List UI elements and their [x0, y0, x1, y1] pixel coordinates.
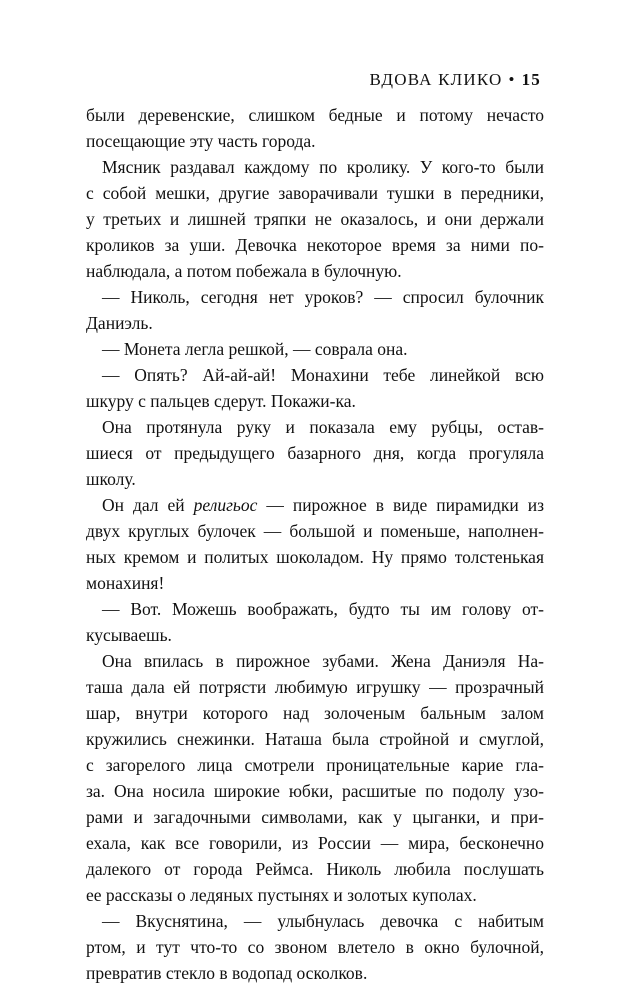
text-line: Она протянула руку и показала ему рубцы, остав- [102, 417, 544, 437]
text-line: с загорелого лица смотрели проницательные карие гла- [86, 755, 544, 775]
text-line: Даниэль. [86, 313, 153, 333]
religieuse-word: религьос [193, 495, 258, 515]
text-line: наблюдала, а потом побежала в булочную. [86, 261, 402, 281]
body-text [86, 102, 544, 986]
text-line: шкуру с пальцев сдерут. Покажи-ка. [86, 391, 356, 411]
text-line: превратив стекло в водопад осколков. [86, 963, 368, 983]
text-line: за. Она носила широкие юбки, расшитые по подолу узо- [86, 781, 544, 801]
text-line: таша дала ей потрясти любимую игрушку — прозрачный [86, 677, 544, 697]
text-line: ее рассказы о ледяных пустынях и золотых куполах. [86, 885, 477, 905]
text-line: были деревенские, слишком бедные и потому нечасто [86, 105, 544, 125]
text-line: двух круглых булочек — большой и поменьше, наполнен- [86, 521, 544, 541]
text-line: с собой мешки, другие заворачивали тушки в передники, [86, 183, 544, 203]
text-line: ных кремом и политых шоколадом. Ну прямо толстенькая [86, 547, 544, 567]
text-line: — Монета легла решкой, — соврала она. [102, 339, 408, 359]
text-line [86, 492, 544, 518]
text-line: — Опять? Ай-ай-ай! Монахини тебе линейкой всю [102, 365, 544, 385]
text-line: шар, внутри которого над золоченым бальным залом [86, 703, 544, 723]
text-line: — Николь, сегодня нет уроков? — спросил булочник [102, 287, 544, 307]
text-line: — Вкуснятина, — улыбнулась девочка с набитым [102, 911, 544, 931]
text-line: далекого от города Реймса. Николь любила послушать [86, 859, 544, 879]
text-line: рами и загадочными символами, как у цыганки, и при- [86, 807, 544, 827]
running-title: ВДОВА КЛИКО [369, 70, 503, 89]
text-line: Мясник раздавал каждому по кролику. У кого-то были [102, 157, 544, 177]
text-line: монахиня! [86, 573, 165, 593]
text-line: — Вот. Можешь воображать, будто ты им голову от- [102, 599, 544, 619]
text-part-2 [86, 518, 544, 986]
text-line: ехала, как все говорили, из России — мира, бесконечно [86, 833, 544, 853]
religieuse-post: — пирожное в виде пирамидки из [257, 495, 544, 515]
text-line: Она впилась в пирожное зубами. Жена Даниэля На- [102, 651, 544, 671]
running-header [370, 70, 541, 90]
page-number: 15 [521, 70, 541, 89]
text-line: школу. [86, 469, 136, 489]
text-line: посещающие эту часть города. [86, 131, 316, 151]
text-line: кроликов за уши. Девочка некоторое время за ними по- [86, 235, 544, 255]
text-line: шиеся от предыдущего базарного дня, когда прогуляла [86, 443, 544, 463]
text-line: у третьих и лишней тряпки не оказалось, и они держали [86, 209, 544, 229]
header-bullet: • [508, 70, 516, 89]
text-line: ртом, и тут что-то со звоном влетело в окно булочной, [86, 937, 544, 957]
text-line: кружились снежинки. Наташа была стройной и смуглой, [86, 729, 544, 749]
text-line: кусываешь. [86, 625, 172, 645]
text-part-1 [86, 102, 544, 492]
religieuse-pre: Он дал ей [102, 495, 194, 515]
